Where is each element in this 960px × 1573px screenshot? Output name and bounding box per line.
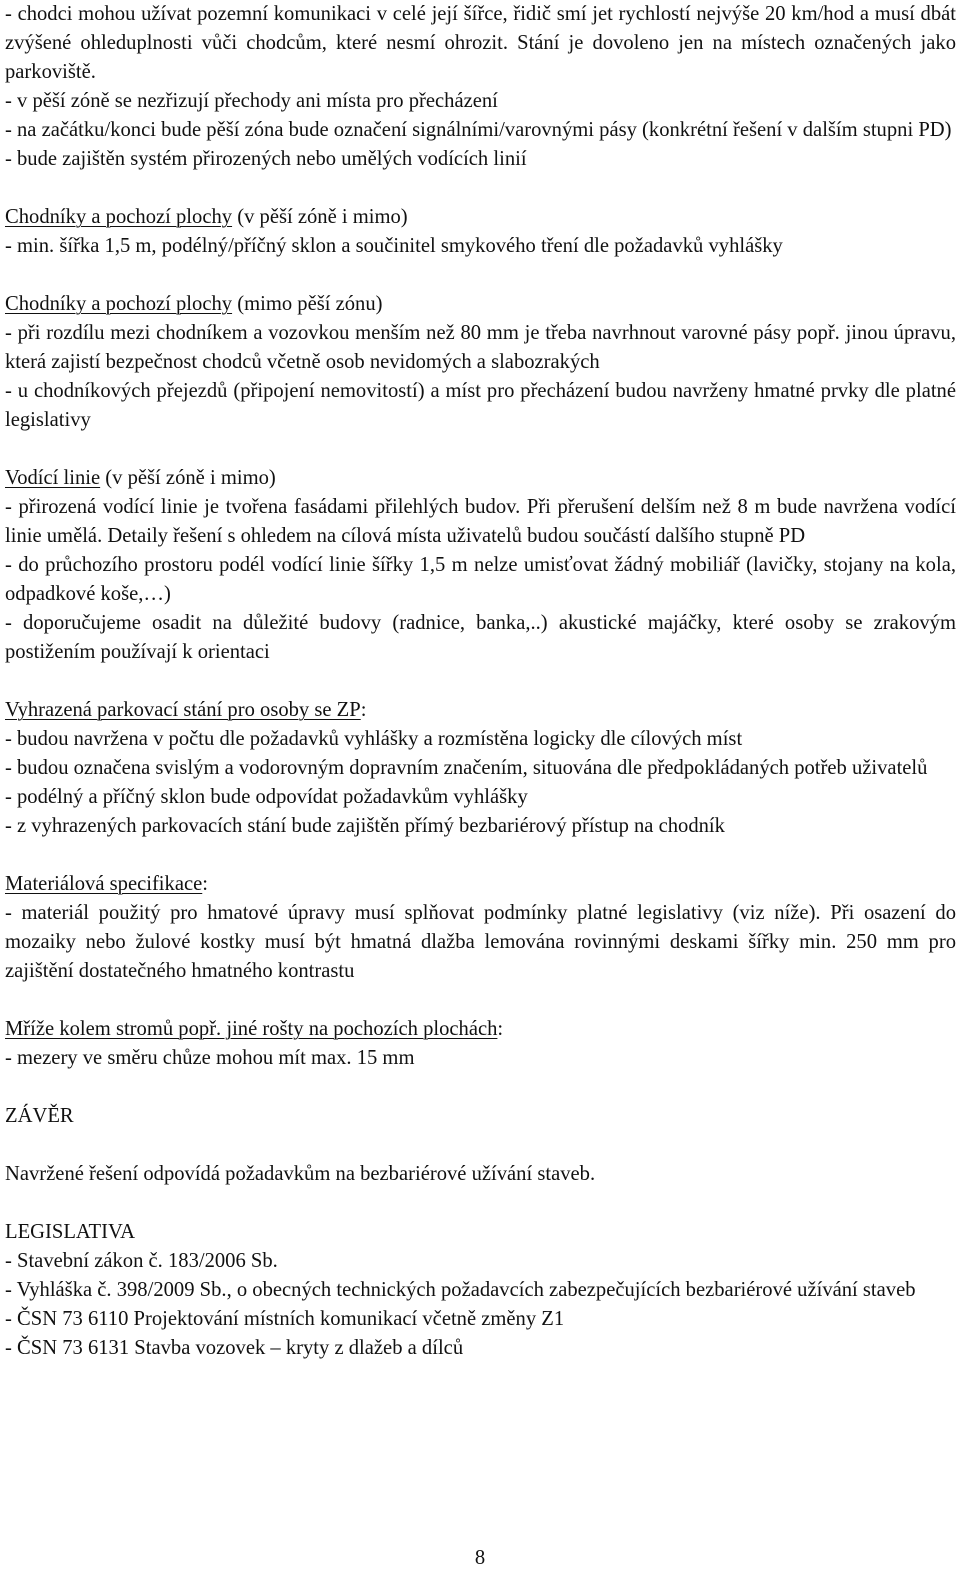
section-heading-rest: : xyxy=(202,873,208,895)
section-heading xyxy=(5,1015,956,1044)
section-heading-rest: : xyxy=(497,1018,504,1040)
document-page xyxy=(5,0,956,1363)
section-paragraph: - přirozená vodící linie je tvořena fasádami přilehlých budov. Při přerušení delším než 8 m bude navržena vodící linie umělá. Detaily řešení s ohledem na cílová místa uživatelů budou součástí dalšího stupně PD xyxy=(5,496,956,547)
conclusion-block xyxy=(5,1102,956,1189)
legislation-heading: LEGISLATIVA xyxy=(5,1221,136,1243)
legislation-item: - ČSN 73 6110 Projektování místních komunikací včetně změny Z1 xyxy=(5,1308,565,1330)
section-paragraph: - při rozdílu mezi chodníkem a vozovkou menším než 80 mm je třeba navrhnout varovné pásy popř. jinou úpravu, která zajistí bezpečnost chodců včetně osob nevidomých a slabozrakých xyxy=(5,322,956,373)
section-heading xyxy=(5,696,956,725)
section-paragraph: - mezery ve směru chůze mohou mít max. 15 mm xyxy=(5,1047,415,1069)
section-paragraph: - materiál použitý pro hmatové úpravy musí splňovat podmínky platné legislativy (viz níže). Při osazení do mozaiky nebo žulové kostky musí být hmatná dlažba lemována rovinnými deskami šířky min. 250 mm pro zajištění dostatečného hmatného kontrastu xyxy=(5,902,956,982)
section-heading xyxy=(5,464,956,493)
section-vodici-linie xyxy=(5,464,956,667)
conclusion-text: Navržené řešení odpovídá požadavkům na bezbariérové užívání staveb. xyxy=(5,1163,596,1185)
section-heading-underlined: Vyhrazená parkovací stání pro osoby se ZP xyxy=(5,699,361,721)
section-heading-underlined: Vodící linie xyxy=(5,467,101,489)
legislation-item: - Vyhláška č. 398/2009 Sb., o obecných technických požadavcích zabezpečujících bezbariérové užívání staveb xyxy=(5,1279,916,1301)
section-heading-rest: (mimo pěší zónu) xyxy=(232,293,383,315)
section-paragraph: - z vyhrazených parkovacích stání bude zajištěn přímý bezbariérový přístup na chodník xyxy=(5,815,725,837)
section-heading xyxy=(5,870,956,899)
section-heading xyxy=(5,203,956,232)
section-heading-underlined: Chodníky a pochozí plochy xyxy=(5,293,233,315)
section-paragraph: - budou navržena v počtu dle požadavků vyhlášky a rozmístěna logicky dle cílových míst xyxy=(5,728,743,750)
section-paragraph: - u chodníkových přejezdů (připojení nemovitostí) a míst pro přecházení budou navrženy hmatné prvky dle platné legislativy xyxy=(5,380,956,431)
section-paragraph: - do průchozího prostoru podél vodící linie šířky 1,5 m nelze umisťovat žádný mobiliář (lavičky, stojany na kola, odpadkové koše,…) xyxy=(5,554,956,605)
intro-paragraph-4: - bude zajištěn systém přirozených nebo umělých vodících linií xyxy=(5,148,527,170)
legislation-item: - Stavební zákon č. 183/2006 Sb. xyxy=(5,1250,278,1272)
section-chodniky-v-zone xyxy=(5,203,956,261)
section-paragraph: - podélný a příčný sklon bude odpovídat požadavkům vyhlášky xyxy=(5,786,528,808)
section-chodniky-mimo-zonu xyxy=(5,290,956,435)
section-heading-rest: : xyxy=(360,699,367,721)
section-heading-underlined: Materiálová specifikace xyxy=(5,873,203,895)
section-heading-underlined: Mříže kolem stromů popř. jiné rošty na pochozích plochách xyxy=(5,1018,498,1040)
conclusion-heading: ZÁVĚR xyxy=(5,1105,74,1127)
section-paragraph: - doporučujeme osadit na důležité budovy (radnice, banka,..) akustické majáčky, které osoby se zrakovým postižením používají k orientaci xyxy=(5,612,956,663)
legislation-block xyxy=(5,1218,956,1363)
section-parkovaci-stani xyxy=(5,696,956,841)
section-heading-rest: (v pěší zóně i mimo) xyxy=(100,467,276,489)
legislation-item: - ČSN 73 6131 Stavba vozovek – kryty z dlažeb a dílců xyxy=(5,1337,464,1359)
section-paragraph: - budou označena svislým a vodorovným dopravním značením, situována dle předpokládaných potřeb uživatelů xyxy=(5,757,928,779)
section-materialova-specifikace xyxy=(5,870,956,986)
intro-paragraph-3: - na začátku/konci bude pěší zóna bude označení signálními/varovnými pásy (konkrétní řešení v dalším stupni PD) xyxy=(5,119,952,141)
page-number: 8 xyxy=(474,1547,486,1569)
intro-paragraph-1: - chodci mohou užívat pozemní komunikaci v celé její šířce, řidič smí jet rychlostí nejvýše 20 km/hod a musí dbát zvýšené ohleduplnosti vůči chodcům, které nesmí ohrozit. Stání je dovoleno jen na místech označených jako parkoviště. xyxy=(5,3,956,83)
section-heading-underlined: Chodníky a pochozí plochy xyxy=(5,206,233,228)
section-paragraph: - min. šířka 1,5 m, podélný/příčný sklon a součinitel smykového tření dle požadavků vyhlášky xyxy=(5,235,783,257)
section-heading xyxy=(5,290,956,319)
intro-paragraph-2: - v pěší zóně se nezřizují přechody ani místa pro přecházení xyxy=(5,90,498,112)
section-mrize xyxy=(5,1015,956,1073)
section-heading-rest: (v pěší zóně i mimo) xyxy=(232,206,408,228)
intro-block xyxy=(5,0,956,174)
